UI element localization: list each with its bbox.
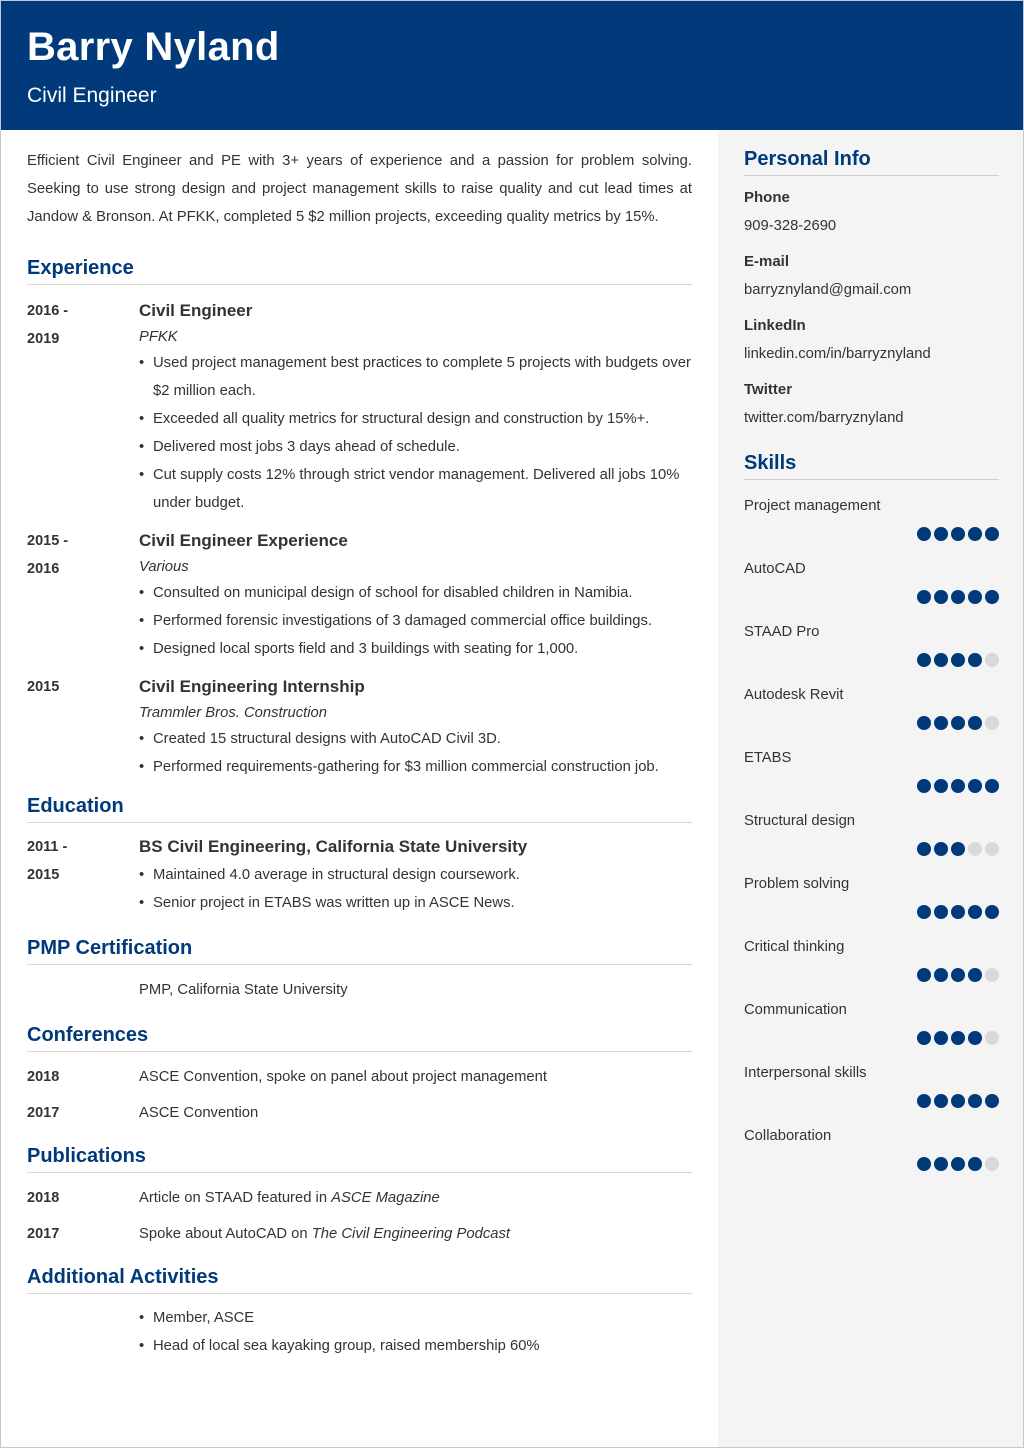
skill-rating	[917, 779, 999, 793]
skill-name: Structural design	[744, 813, 856, 829]
rating-dot-icon	[968, 842, 982, 856]
experience-entry	[27, 527, 692, 663]
phone-label: Phone	[744, 189, 790, 206]
list-item: • Exceeded all quality metrics for structural design and construction by 15%+.	[139, 405, 692, 433]
rating-dot-icon	[985, 968, 999, 982]
conference-year: 2017	[27, 1105, 60, 1121]
rating-dot-icon	[917, 968, 931, 982]
education-bullets	[139, 861, 692, 917]
list-item: • Delivered most jobs 3 days ahead of schedule.	[139, 433, 692, 461]
experience-bullets	[139, 725, 692, 781]
publication-title: ASCE Magazine	[331, 1190, 440, 1206]
rating-dot-icon	[985, 716, 999, 730]
experience-dates	[27, 527, 127, 583]
skills-list	[744, 496, 999, 1189]
resume-header	[1, 1, 1024, 130]
rating-dot-icon	[951, 1094, 965, 1108]
rating-dot-icon	[985, 905, 999, 919]
sidebar	[718, 130, 1024, 1448]
publication-row	[27, 1184, 692, 1220]
rating-dot-icon	[917, 716, 931, 730]
experience-entry	[27, 297, 692, 517]
experience-dates	[27, 673, 127, 701]
activities-section	[27, 1266, 692, 1360]
experience-date-start: 2015 -	[27, 533, 69, 549]
publication-text-plain: Article on STAAD featured in	[139, 1190, 332, 1206]
education-date-end: 2015	[27, 867, 60, 883]
publication-title: The Civil Engineering Podcast	[311, 1226, 510, 1242]
list-item: • Senior project in ETABS was written up in ASCE News.	[139, 889, 692, 917]
rating-dot-icon	[985, 842, 999, 856]
rating-dot-icon	[951, 527, 965, 541]
publication-text	[139, 1220, 692, 1248]
rating-dot-icon	[934, 653, 948, 667]
rating-dot-icon	[917, 905, 931, 919]
rating-dot-icon	[917, 1031, 931, 1045]
rating-dot-icon	[968, 1157, 982, 1171]
rating-dot-icon	[968, 779, 982, 793]
experience-dates	[27, 297, 127, 353]
experience-company: Trammler Bros. Construction	[139, 705, 328, 721]
publications-heading: Publications	[27, 1145, 692, 1173]
rating-dot-icon	[934, 968, 948, 982]
rating-dot-icon	[985, 653, 999, 667]
skill-rating	[917, 842, 999, 856]
skills-heading: Skills	[744, 452, 999, 480]
experience-company: PFKK	[139, 329, 178, 345]
skill-name: Problem solving	[744, 876, 850, 892]
certification-section	[27, 937, 692, 1004]
rating-dot-icon	[951, 842, 965, 856]
rating-dot-icon	[917, 1094, 931, 1108]
list-item: • Performed forensic investigations of 3 damaged commercial office buildings.	[139, 607, 692, 635]
publications-list	[27, 1184, 692, 1256]
skill-row	[744, 685, 999, 748]
education-section	[27, 795, 692, 917]
skill-rating	[917, 716, 999, 730]
publications-section	[27, 1145, 692, 1256]
rating-dot-icon	[934, 842, 948, 856]
rating-dot-icon	[934, 590, 948, 604]
skill-name: Project management	[744, 498, 881, 514]
education-date-start: 2011 -	[27, 839, 68, 855]
skill-name: Critical thinking	[744, 939, 845, 955]
skill-name: Communication	[744, 1002, 847, 1018]
publication-text-plain: Spoke about AutoCAD on	[139, 1226, 312, 1242]
skill-row	[744, 1126, 999, 1189]
experience-bullets	[139, 349, 692, 517]
rating-dot-icon	[951, 653, 965, 667]
skill-rating	[917, 1031, 999, 1045]
experience-role: Civil Engineering Internship	[139, 677, 365, 696]
certification-heading: PMP Certification	[27, 937, 692, 965]
activities-bullets	[139, 1304, 692, 1360]
skill-name: Interpersonal skills	[744, 1065, 867, 1081]
rating-dot-icon	[917, 527, 931, 541]
experience-section	[27, 257, 692, 781]
experience-role: Civil Engineer	[139, 301, 253, 320]
email-link[interactable]: barryznyland@gmail.com	[744, 282, 912, 298]
candidate-title: Civil Engineer	[27, 84, 157, 107]
sidebar-content	[744, 148, 999, 1189]
education-dates	[27, 833, 127, 889]
rating-dot-icon	[968, 716, 982, 730]
rating-dot-icon	[985, 1094, 999, 1108]
skill-rating	[917, 653, 999, 667]
list-item: • Used project management best practices to complete 5 projects with budgets over $2 million each.	[139, 349, 692, 405]
education-heading: Education	[27, 795, 692, 823]
twitter-label: Twitter	[744, 381, 793, 398]
rating-dot-icon	[934, 1157, 948, 1171]
rating-dot-icon	[968, 1031, 982, 1045]
publication-row	[27, 1220, 692, 1256]
rating-dot-icon	[968, 968, 982, 982]
rating-dot-icon	[968, 590, 982, 604]
rating-dot-icon	[968, 527, 982, 541]
rating-dot-icon	[934, 1094, 948, 1108]
rating-dot-icon	[917, 653, 931, 667]
conference-row	[27, 1063, 692, 1099]
skill-row	[744, 1063, 999, 1126]
skill-row	[744, 1000, 999, 1063]
skill-name: STAAD Pro	[744, 624, 820, 640]
skill-row	[744, 874, 999, 937]
skill-rating	[917, 905, 999, 919]
phone-value: 909-328-2690	[744, 218, 837, 234]
rating-dot-icon	[934, 527, 948, 541]
experience-bullets	[139, 579, 692, 663]
rating-dot-icon	[951, 968, 965, 982]
twitter-link[interactable]: twitter.com/barryznyland	[744, 410, 904, 426]
conference-text: ASCE Convention, spoke on panel about project management	[139, 1069, 547, 1085]
rating-dot-icon	[951, 716, 965, 730]
skill-rating	[917, 527, 999, 541]
rating-dot-icon	[968, 905, 982, 919]
skill-row	[744, 811, 999, 874]
rating-dot-icon	[968, 653, 982, 667]
experience-date-start: 2015	[27, 679, 60, 695]
profile-summary: Efficient Civil Engineer and PE with 3+ years of experience and a passion for problem solving. Seeking to use strong design and project management skills to raise quality and cut lead times at Jandow & Bronson. At PFKK, completed 5 $2 million projects, exceeding quality metrics by 15%.	[27, 153, 692, 225]
skill-name: Autodesk Revit	[744, 687, 844, 703]
list-item: • Consulted on municipal design of school for disabled children in Namibia.	[139, 579, 692, 607]
skill-rating	[917, 1157, 999, 1171]
certification-entry	[27, 976, 692, 1004]
experience-heading: Experience	[27, 257, 692, 285]
rating-dot-icon	[968, 1094, 982, 1108]
rating-dot-icon	[934, 716, 948, 730]
candidate-name: Barry Nyland	[27, 25, 280, 69]
skill-rating	[917, 968, 999, 982]
rating-dot-icon	[934, 1031, 948, 1045]
experience-date-end: 2019	[27, 331, 60, 347]
publication-year: 2018	[27, 1190, 60, 1206]
linkedin-label: LinkedIn	[744, 317, 806, 334]
rating-dot-icon	[951, 1157, 965, 1171]
skill-row	[744, 496, 999, 559]
skill-row	[744, 937, 999, 1000]
list-item: • Head of local sea kayaking group, raised membership 60%	[139, 1332, 692, 1360]
rating-dot-icon	[985, 1157, 999, 1171]
list-item: • Created 15 structural designs with AutoCAD Civil 3D.	[139, 725, 692, 753]
experience-company: Various	[139, 559, 189, 575]
conference-text: ASCE Convention	[139, 1105, 259, 1121]
email-label: E-mail	[744, 253, 790, 270]
experience-date-end: 2016	[27, 561, 60, 577]
activities-entry	[27, 1304, 692, 1360]
conferences-list	[27, 1063, 692, 1135]
education-degree: BS Civil Engineering, California State University	[139, 837, 528, 856]
rating-dot-icon	[985, 590, 999, 604]
publication-text	[139, 1184, 692, 1212]
rating-dot-icon	[985, 1031, 999, 1045]
personal-info-list	[744, 184, 999, 432]
activities-heading: Additional Activities	[27, 1266, 692, 1294]
rating-dot-icon	[985, 779, 999, 793]
rating-dot-icon	[951, 905, 965, 919]
skill-row	[744, 748, 999, 811]
conference-row	[27, 1099, 692, 1135]
list-item: • Cut supply costs 12% through strict vendor management. Delivered all jobs 10% under budget.	[139, 461, 692, 517]
rating-dot-icon	[917, 779, 931, 793]
main-column	[27, 147, 692, 1360]
experience-date-start: 2016 -	[27, 303, 69, 319]
rating-dot-icon	[951, 1031, 965, 1045]
list-item: • Maintained 4.0 average in structural design coursework.	[139, 861, 692, 889]
personal-info-heading: Personal Info	[744, 148, 999, 176]
skill-row	[744, 622, 999, 685]
skill-name: ETABS	[744, 750, 792, 766]
conferences-section	[27, 1024, 692, 1135]
rating-dot-icon	[951, 779, 965, 793]
education-entry	[27, 833, 692, 917]
linkedin-link[interactable]: linkedin.com/in/barryznyland	[744, 346, 931, 362]
rating-dot-icon	[934, 905, 948, 919]
rating-dot-icon	[917, 842, 931, 856]
certification-text: PMP, California State University	[139, 982, 348, 998]
experience-list	[27, 297, 692, 781]
skill-rating	[917, 1094, 999, 1108]
list-item: • Member, ASCE	[139, 1304, 692, 1332]
list-item: • Designed local sports field and 3 buildings with seating for 1,000.	[139, 635, 692, 663]
skill-rating	[917, 590, 999, 604]
publication-year: 2017	[27, 1226, 60, 1242]
rating-dot-icon	[917, 1157, 931, 1171]
conferences-heading: Conferences	[27, 1024, 692, 1052]
rating-dot-icon	[934, 779, 948, 793]
rating-dot-icon	[985, 527, 999, 541]
experience-role: Civil Engineer Experience	[139, 531, 348, 550]
skill-name: Collaboration	[744, 1128, 832, 1144]
list-item: • Performed requirements-gathering for $3 million commercial construction job.	[139, 753, 692, 781]
skill-name: AutoCAD	[744, 561, 806, 577]
experience-entry	[27, 673, 692, 781]
rating-dot-icon	[917, 590, 931, 604]
rating-dot-icon	[951, 590, 965, 604]
conference-year: 2018	[27, 1069, 60, 1085]
skill-row	[744, 559, 999, 622]
